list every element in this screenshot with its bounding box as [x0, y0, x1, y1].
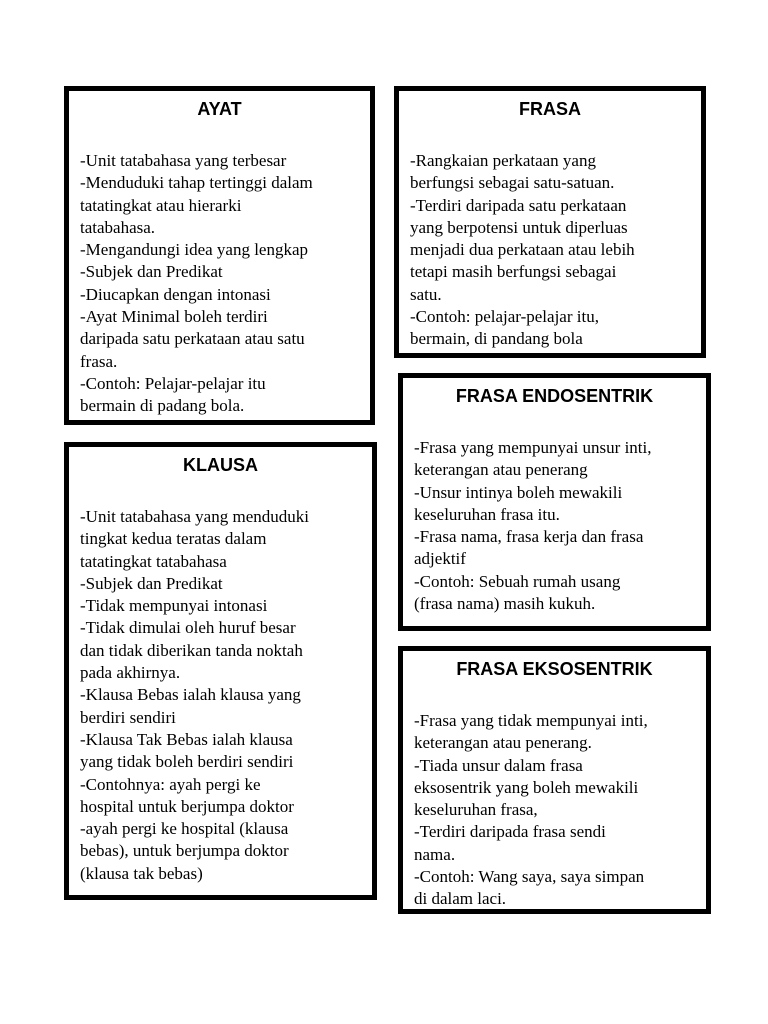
card-line: -Contoh: Wang saya, saya simpan: [414, 867, 645, 887]
card-line: -Contohnya: ayah pergi ke: [80, 774, 261, 794]
card-body: [80, 150, 370, 418]
card-line: yang berpotensi untuk diperluas: [410, 217, 628, 237]
card-body: [414, 710, 706, 911]
card-line: berdiri sendiri: [80, 707, 176, 727]
card-line: -Tidak mempunyai intonasi: [80, 596, 268, 616]
card-line: adjektif: [414, 549, 466, 569]
card-line: -Rangkaian perkataan yang: [410, 151, 596, 170]
card-line: tingkat kedua teratas dalam: [80, 529, 267, 549]
card-line: -Tiada unsur dalam frasa: [414, 755, 583, 775]
card-line: -Frasa nama, frasa kerja dan frasa: [414, 527, 644, 547]
card-line: (frasa nama) masih kukuh.: [414, 594, 596, 614]
card-line: nama.: [414, 844, 456, 864]
card-title: FRASA: [519, 99, 581, 119]
card-line: di dalam laci.: [414, 889, 507, 909]
card-title: FRASA ENDOSENTRIK: [455, 386, 654, 406]
card-body: [80, 506, 372, 885]
card-ayat: [64, 86, 375, 425]
card-line: pada akhirnya.: [80, 663, 181, 683]
card-line: -Frasa yang mempunyai unsur inti,: [414, 438, 652, 457]
card-line: keterangan atau penerang: [414, 460, 588, 480]
card-line: hospital untuk berjumpa doktor: [80, 796, 294, 816]
card-line: -Contoh: pelajar-pelajar itu,: [410, 307, 599, 327]
card-line: bermain di padang bola.: [80, 396, 245, 416]
card-line: -Unit tatabahasa yang terbesar: [80, 151, 287, 170]
card-line: tatatingkat atau hierarki: [80, 195, 242, 215]
card-frasa-endosentrik: [398, 373, 711, 631]
card-line: yang tidak boleh berdiri sendiri: [80, 752, 294, 772]
card-line: frasa.: [80, 351, 118, 371]
card-line: (klausa tak bebas): [80, 863, 203, 883]
card-line: menjadi dua perkataan atau lebih: [410, 240, 635, 260]
card-line: -Contoh: Pelajar-pelajar itu: [80, 373, 266, 393]
card-line: keseluruhan frasa,: [414, 800, 538, 820]
card-klausa: [64, 442, 377, 900]
card-line: bermain, di pandang bola: [410, 329, 583, 349]
card-line: berfungsi sebagai satu-satuan.: [410, 173, 615, 193]
card-line: -Ayat Minimal boleh terdiri: [80, 307, 268, 327]
card-line: -Diucapkan dengan intonasi: [80, 284, 271, 304]
card-line: -Terdiri daripada frasa sendi: [414, 822, 606, 842]
card-line: -Frasa yang tidak mempunyai inti,: [414, 711, 648, 730]
card-body: [410, 150, 701, 351]
card-line: -Terdiri daripada satu perkataan: [410, 195, 627, 215]
card-line: -Klausa Tak Bebas ialah klausa: [80, 729, 293, 749]
card-line: dan tidak diberikan tanda noktah: [80, 640, 303, 660]
card-line: -ayah pergi ke hospital (klausa: [80, 819, 289, 839]
card-line: satu.: [410, 284, 442, 304]
card-title: AYAT: [197, 99, 242, 119]
card-line: -Subjek dan Predikat: [80, 262, 223, 282]
card-line: daripada satu perkataan atau satu: [80, 329, 305, 349]
card-title: FRASA EKSOSENTRIK: [456, 659, 653, 679]
card-line: -Unit tatabahasa yang menduduki: [80, 507, 309, 526]
card-line: -Unsur intinya boleh mewakili: [414, 482, 623, 502]
card-line: -Klausa Bebas ialah klausa yang: [80, 685, 301, 705]
card-line: eksosentrik yang boleh mewakili: [414, 777, 639, 797]
card-line: tatatingkat tatabahasa: [80, 551, 227, 571]
card-line: -Mengandungi idea yang lengkap: [80, 240, 309, 260]
card-line: bebas), untuk berjumpa doktor: [80, 841, 289, 861]
card-line: tatabahasa.: [80, 217, 156, 237]
card-body: [414, 437, 706, 615]
card-title: KLAUSA: [183, 455, 258, 475]
card-frasa: [394, 86, 706, 358]
card-line: -Contoh: Sebuah rumah usang: [414, 571, 621, 591]
card-frasa-eksosentrik: [398, 646, 711, 914]
card-line: tetapi masih berfungsi sebagai: [410, 262, 617, 282]
card-line: keseluruhan frasa itu.: [414, 504, 560, 524]
card-line: keterangan atau penerang.: [414, 733, 592, 753]
card-line: -Tidak dimulai oleh huruf besar: [80, 618, 296, 638]
card-line: -Menduduki tahap tertinggi dalam: [80, 173, 313, 193]
card-line: -Subjek dan Predikat: [80, 573, 223, 593]
